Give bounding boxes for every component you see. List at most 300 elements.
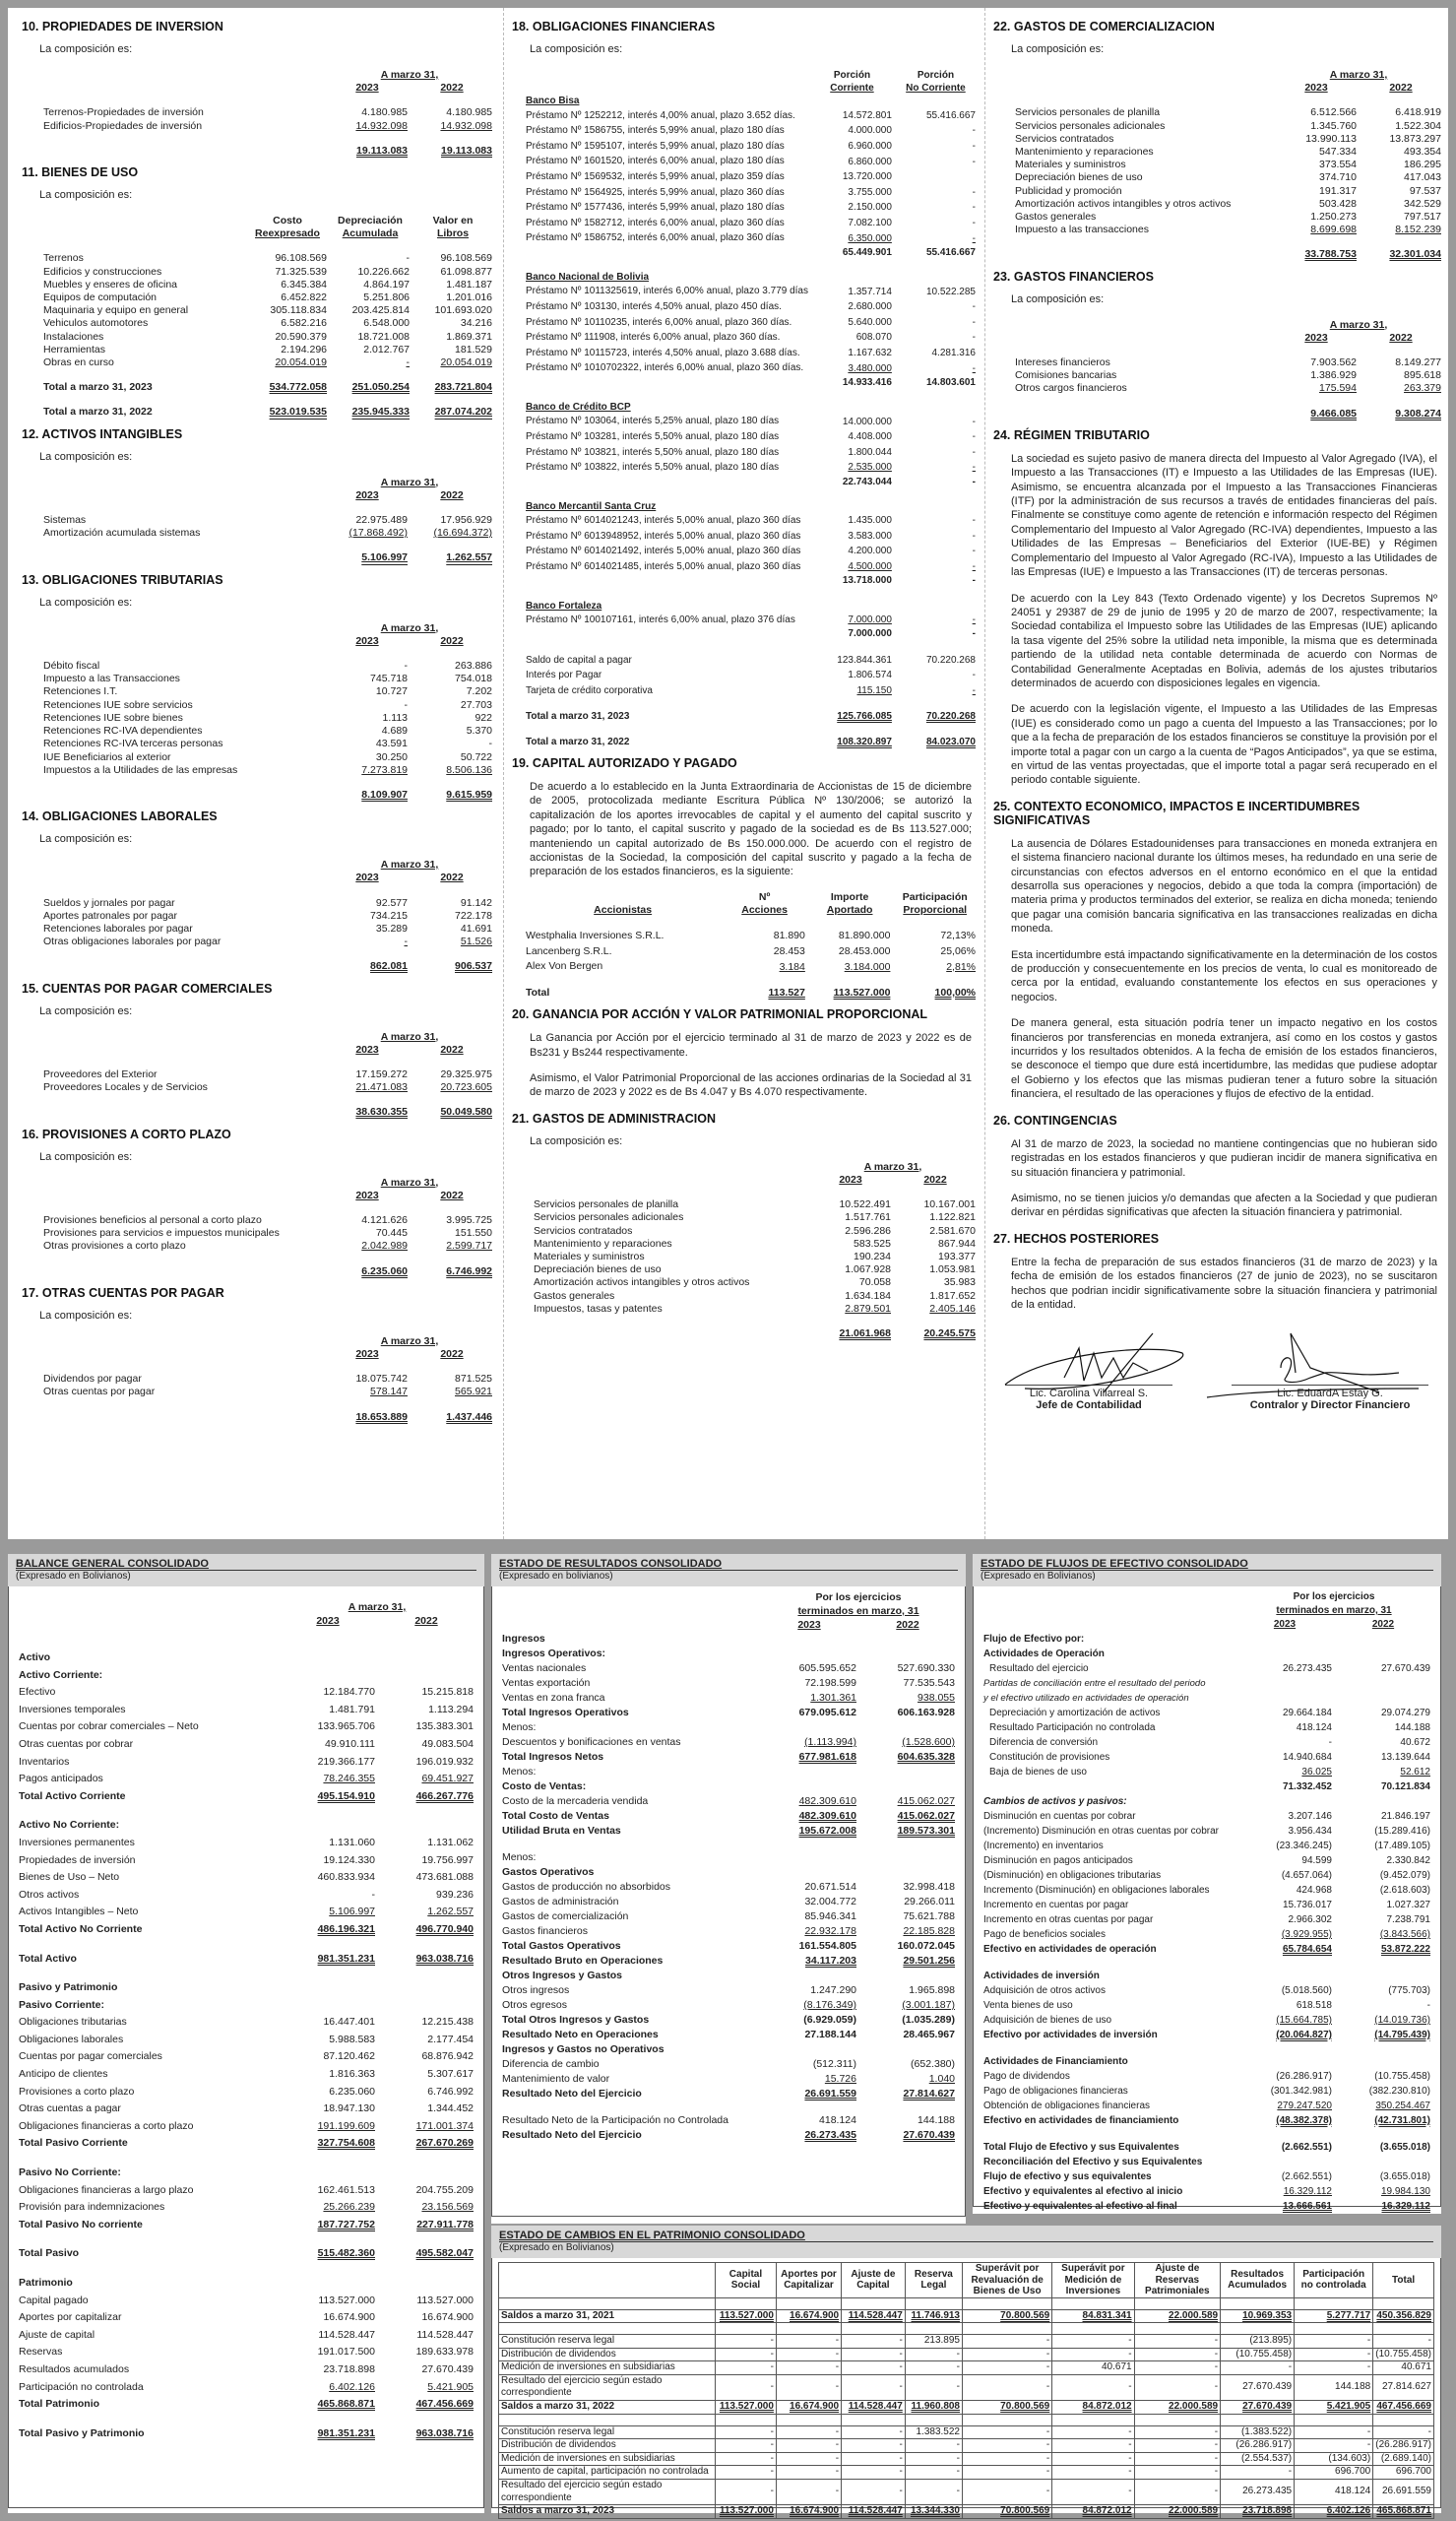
year-2022: 2022 <box>440 1347 464 1360</box>
cell-value: 84.831.341 <box>1052 2309 1134 2323</box>
value-2022: 495.582.047 <box>415 2247 474 2260</box>
statement-row <box>981 2155 1432 2169</box>
row-label: Servicios personales de planilla <box>534 1198 679 1211</box>
table-row <box>41 317 494 330</box>
year-header <box>41 82 494 95</box>
value-cost: 71.325.539 <box>275 265 327 278</box>
statement-row <box>981 1794 1432 1809</box>
statement-row <box>500 1647 957 1661</box>
column-header: Reexpresado <box>255 227 320 240</box>
value-2023: (48.382.378) <box>1276 2115 1332 2126</box>
row-label: Provisiones a corto plazo <box>19 2085 135 2098</box>
table-row <box>41 1081 494 1094</box>
value-2023: (2.662.551) <box>1281 2142 1332 2153</box>
loan-current: 1.800.044 <box>848 446 892 458</box>
loan-noncurrent: 10.522.285 <box>925 286 976 297</box>
row-label: Saldos a marzo 31, 2023 <box>499 2505 716 2519</box>
value-2022: 52.612 <box>1400 1767 1430 1778</box>
row-label: Inversiones permanentes <box>19 1836 135 1848</box>
signatures <box>985 1324 1445 1432</box>
statement-row <box>981 1706 1432 1720</box>
row-label: Total Activo <box>19 1952 77 1965</box>
table-row <box>41 685 494 698</box>
value-2023: 87.120.462 <box>323 2050 375 2063</box>
value-2023: 465.868.871 <box>317 2398 375 2411</box>
cell-value: 40.671 <box>1373 2361 1434 2375</box>
value-2022: (14.019.736) <box>1374 2015 1430 2026</box>
row-label: Obras en curso <box>43 356 114 369</box>
value-2022: 415.062.027 <box>897 1795 955 1807</box>
loan-noncurrent: - <box>972 125 976 137</box>
table-row <box>532 1238 978 1251</box>
statement-row <box>17 2032 475 2049</box>
loan-current: 2.680.000 <box>848 301 892 313</box>
flujos-efectivo-statement <box>973 1554 1441 2214</box>
statement-row <box>981 2113 1432 2128</box>
cell-value: - <box>842 2335 906 2349</box>
value-2023: 1.250.273 <box>1310 211 1357 224</box>
value-dep: 6.548.000 <box>363 317 410 330</box>
value-2022: (3.843.566) <box>1379 1929 1430 1940</box>
statement-row <box>981 1632 1432 1647</box>
statement-row <box>17 1887 475 1905</box>
row-label: Gastos de administración <box>502 1896 619 1907</box>
cell-value: - <box>842 2480 906 2505</box>
intro-text: La composición es: <box>39 596 133 609</box>
loan-current: 2.150.000 <box>848 202 892 214</box>
loan-current: 7.000.000 <box>848 614 892 626</box>
value-2023: 78.246.355 <box>323 1773 375 1785</box>
value-2023: 618.518 <box>1296 2000 1332 2011</box>
value-cost: 305.118.834 <box>270 304 327 317</box>
row-label: Gastos Operativos <box>502 1866 595 1878</box>
loan-current: 3.583.000 <box>848 530 892 542</box>
value-2023: 327.754.608 <box>317 2137 375 2150</box>
value-book: 101.693.020 <box>434 304 492 317</box>
year-2022: 2022 <box>440 82 464 95</box>
table-row <box>41 304 494 317</box>
total-2022: 1.262.557 <box>446 551 492 564</box>
row-label: Ingresos Operativos: <box>502 1648 606 1659</box>
table-row <box>532 1290 978 1303</box>
column-header <box>41 859 494 872</box>
value-2022: 417.043 <box>1404 171 1441 184</box>
statement-header <box>8 1554 484 1586</box>
row-label: Efectivo y equivalentes al efectivo al inicio <box>983 2186 1183 2197</box>
year-2023: 2023 <box>839 1173 862 1186</box>
statement-row <box>500 1824 957 1839</box>
total-2022: 19.113.083 <box>441 144 492 157</box>
table-row <box>1013 120 1443 133</box>
value-2022: - <box>1426 2000 1430 2011</box>
statement-row <box>981 1809 1432 1824</box>
cell-value: 22.000.589 <box>1134 2309 1221 2323</box>
statement-row <box>17 1951 475 1969</box>
value-2022: 144.188 <box>918 2114 955 2126</box>
value-2023: (512.311) <box>812 2058 856 2070</box>
row-label: Terrenos-Propiedades de inversión <box>43 106 204 119</box>
value-2022: 193.377 <box>938 1250 976 1262</box>
table-row <box>41 936 494 948</box>
loan-label: Préstamo Nº 1564925, interés 5,99% anual, plazo 360 días <box>526 186 785 198</box>
row-label: Saldo de capital a pagar <box>526 654 632 666</box>
year-2022: 2022 <box>923 1173 947 1186</box>
intro-text: La composición es: <box>39 833 133 846</box>
cell-value: - <box>716 2348 777 2361</box>
row-label: Partidas de conciliación entre el resultado del periodo <box>983 1678 1206 1689</box>
column-header: Aportes por Capitalizar <box>776 2263 841 2298</box>
statement-row <box>17 2245 475 2263</box>
value-2022: (2.618.603) <box>1379 1885 1430 1896</box>
value-2022: 267.670.269 <box>415 2137 474 2150</box>
subtotal-noncurrent: - <box>972 575 976 587</box>
loan-current: 2.535.000 <box>848 462 892 474</box>
cell-value: - <box>963 2466 1052 2480</box>
statement-subtitle: (Expresado en Bolivianos) <box>499 2242 614 2253</box>
row-label: Comisiones bancarias <box>1015 369 1117 382</box>
shareholder-name: Lancenberg S.R.L. <box>526 944 612 957</box>
value-2023: 424.968 <box>1296 1885 1332 1896</box>
row-label: Saldos a marzo 31, 2021 <box>499 2309 716 2323</box>
statement-row <box>500 1632 957 1647</box>
movement-row <box>499 2439 1434 2453</box>
table-row <box>1013 146 1443 159</box>
shareholders-table: Accionistas Nº Importe Participación Acciones Aportado Proporcional Westphalia Inversiones S.R.L. 81.890 81.890.000 72,13% Lancenberg S.R.L. 28.453 28.453.000 25,06% Alex Von Bergen 3.184 3.184.000 2,81% Total 113.527 113.527.000 100,00% <box>526 890 976 999</box>
note12-table <box>41 477 494 565</box>
table-row <box>41 120 494 133</box>
bank-row <box>524 401 978 414</box>
note10-title: 10. PROPIEDADES DE INVERSION <box>22 20 223 33</box>
value-2023: 679.095.612 <box>798 1707 856 1718</box>
statement-row <box>17 2425 475 2443</box>
cell-value: 465.868.871 <box>1373 2505 1434 2519</box>
cell-value: - <box>776 2361 841 2375</box>
value-2023: (15.664.785) <box>1276 2015 1332 2026</box>
total-cost: 534.772.058 <box>269 381 327 394</box>
row-label: Ventas exportación <box>502 1677 591 1689</box>
note23-title: 23. GASTOS FINANCIEROS <box>993 269 1154 284</box>
cell-value: (2.554.537) <box>1221 2452 1295 2466</box>
intro-text: La composición es: <box>39 43 133 55</box>
notes-column-2 <box>503 8 980 1539</box>
statement-row <box>981 1883 1432 1898</box>
bank-subtotal <box>524 627 978 640</box>
loan-noncurrent: - <box>972 156 976 167</box>
cell-value: - <box>716 2425 777 2439</box>
total-2022: 6.746.992 <box>446 1264 492 1277</box>
column-header <box>41 477 494 489</box>
row-label: Total Activo No Corriente <box>19 1922 143 1935</box>
value-2022: 1.817.652 <box>929 1289 976 1302</box>
value-2023: 1.816.363 <box>329 2068 375 2081</box>
note18-table: Porción Porción Corriente No Corriente Banco Bisa Préstamo Nº 1252212, interés 4,00% anual, plazo 3.652 días. 14.572.801 55.416.667 Préstamo Nº 1586755, interés 5,99% anual, plazo 180 días 4.000.000 - Préstamo Nº 1595107, interés 5,99% anual, plazo 180 días 6.960.000 - Préstamo Nº 1601520, interés 6,00% anual, plazo 180 días 6.860.000 - Préstamo Nº 1569532, interés 5,99% anual, plazo 359 días 13.720.000 Préstamo Nº 1564925, interés 5,99% anual, plazo 360 días 3.755.000 - Préstamo Nº 1577436, interés 5,99% anual, plazo 180 días 2.150.000 - Préstamo Nº 1582712, interés 6,00% anual, plazo 360 días 7.082.100 - Préstamo Nº 1586752, interés 6,00% anual, plazo 360 días 6.350.000 - 65.449.901 55.416.667 Banco Nacional de Bolivia Préstamo Nº 1011325619, interés 6,00% anual, plazo 3.779 días 1.357.714 10.522.285 Préstamo Nº 103130, interés 4,50% anual, plazo 450 días. 2.680.000 - Préstamo Nº 10110235, interés 6,00% anual, plazo 360 días. 5.640.000 - Préstamo Nº 111908, interés 6,00% anual, plazo 360 días. 608.070 - Préstamo Nº 10115723, interés 4,50% anual, plazo 3.688 días. 1.167.632 4.281.316 Préstamo Nº 1010702322, interés 6,00% anual, plazo 360 días. 3.480.000 - 14.933.416 14.803.601 Banco de Crédito BCP Préstamo Nº 103064, interés 5,25% anual, plazo 180 días 14.000.000 - Préstamo Nº 103281, interés 5,50% anual, plazo 180 días 4.408.000 - Préstamo Nº 103821, interés 5,50% anual, plazo 180 días 1.800.044 - Préstamo Nº 103822, interés 5,50% anual, plazo 180 días 2.535.000 - 22.743.044 - Banco Mercantil Santa Cruz Préstamo Nº 6014021243, interés 5,00% anual, plazo 360 días 1.435.000 - Préstamo Nº 6013948952, interés 5,00% anual, plazo 360 días 3.583.000 - Préstamo Nº 6014021492, interés 5,00% anual, plazo 360 días 4.200.000 - Préstamo Nº 6014021485, interés 5,00% anual, plazo 360 días 4.500.000 - 13.718.000 - Banco Fortaleza Préstamo Nº 100107161, interés 6,00% anual, plazo 376 días 7.000.000 - 7.000.000 - Saldo de capital a pagar 123.844.361 70.220.268 Interés por Pagar 1.806.574 - Tarjeta de crédito corporativa 115.150 - Total a marzo 31, 2023 125.766.085 70.220.268 Total a marzo 31, 2022 108.320.897 84.023.070 <box>526 70 976 747</box>
value-dep: 4.864.197 <box>363 278 410 291</box>
value-2023: (20.064.827) <box>1276 2030 1332 2040</box>
value-2022: 196.019.932 <box>415 1755 474 1768</box>
value-2023: (8.176.349) <box>803 1999 856 2011</box>
value-2023: 21.471.083 <box>355 1081 408 1094</box>
value-2023: 2.042.989 <box>361 1240 408 1253</box>
value-2023: 34.117.203 <box>805 1955 856 1967</box>
statement-row <box>17 2217 475 2234</box>
loan-label: Préstamo Nº 111908, interés 6,00% anual, plazo 360 días. <box>526 332 781 344</box>
loan-noncurrent: - <box>972 546 976 557</box>
row-label: Otras cuentas por cobrar <box>19 1737 134 1750</box>
value-2022: 1.522.304 <box>1395 119 1441 132</box>
table-row <box>41 1386 494 1398</box>
statement-title: ESTADO DE FLUJOS DE EFECTIVO CONSOLIDADO <box>981 1558 1433 1571</box>
total-row <box>41 1106 494 1119</box>
note26-paragraph: Asimismo, no se tienen juicios y/o demandas que afecten a la Sociedad y que pudieran derivar en pérdidas significativas que afecten la situación financiera y patrimonial. <box>1011 1192 1437 1219</box>
value-book: 1.869.371 <box>446 330 492 343</box>
row-label: Servicios contratados <box>1015 132 1114 145</box>
value-2023: 30.250 <box>375 750 408 763</box>
value-2022: 189.573.301 <box>897 1825 955 1837</box>
value-2022: 135.383.301 <box>415 1720 474 1733</box>
loan-row <box>524 559 978 575</box>
row-label: Gastos financieros <box>502 1925 588 1937</box>
row-label: Venta bienes de uso <box>983 2000 1073 2011</box>
value-2023: 15.736.017 <box>1282 1900 1332 1910</box>
value-2023: 745.718 <box>370 673 408 685</box>
loan-row <box>524 169 978 185</box>
statement-row <box>981 1898 1432 1912</box>
value-2023: 460.833.934 <box>317 1871 375 1884</box>
column-header <box>1013 319 1443 332</box>
statement-row <box>17 1835 475 1852</box>
row-label: Obligaciones financieras a largo plazo <box>19 2183 194 2196</box>
value-2023: 29.664.184 <box>1282 1708 1332 1718</box>
statement-subtitle: (Expresado en bolivianos) <box>499 1571 613 1582</box>
column-header: Ajuste de Capital <box>842 2263 906 2298</box>
statement-row <box>17 1904 475 1921</box>
table-row <box>1013 356 1443 369</box>
row-label: Ingresos y Gastos no Operativos <box>502 2043 665 2055</box>
statement-row <box>981 2054 1432 2069</box>
loan-current: 4.000.000 <box>848 125 892 137</box>
value-2022: 189.633.978 <box>415 2346 474 2359</box>
row-label: Total Otros Ingresos y Gastos <box>502 2014 650 2026</box>
row-label: Equipos de computación <box>43 291 157 304</box>
row-label: Saldos a marzo 31, 2022 <box>499 2401 716 2415</box>
value-2023: (26.286.917) <box>1276 2071 1332 2082</box>
row-label: Retenciones IUE sobre servicios <box>43 698 193 711</box>
row-label: Incremento (Disminución) en obligaciones laborales <box>983 1885 1210 1896</box>
total-row <box>41 1411 494 1424</box>
bank-subtotal <box>524 476 978 488</box>
row-label: Distribución de dividendos <box>499 2348 716 2361</box>
row-label: Medición de inversiones en subsidiarias <box>499 2361 716 2375</box>
statement-row <box>17 2066 475 2084</box>
note11-title: 11. BIENES DE USO <box>22 165 139 180</box>
loan-current: 7.082.100 <box>848 217 892 228</box>
value-2022: 604.635.328 <box>897 1751 955 1763</box>
row-label: Vehiculos automotores <box>43 317 149 330</box>
note10-table <box>41 69 494 158</box>
value-2022: 8.152.239 <box>1395 224 1441 236</box>
row-label: Menos: <box>502 1851 537 1863</box>
loan-row <box>524 154 978 169</box>
total-row <box>41 406 494 419</box>
value-2023: 8.699.698 <box>1310 224 1357 236</box>
value-2023: 32.004.772 <box>804 1896 856 1907</box>
row-label: Resultado Neto en Operaciones <box>502 2029 659 2040</box>
value-2022: 227.911.778 <box>416 2218 474 2230</box>
row-label: Depreciación bienes de uso <box>534 1263 662 1276</box>
movement-row <box>499 2452 1434 2466</box>
cell-value: - <box>1134 2335 1221 2349</box>
summary-row: Tarjeta de crédito corporativa 115.150 - <box>524 683 978 699</box>
bank-subtotal <box>524 376 978 389</box>
value-book: 61.098.877 <box>440 265 492 278</box>
value-2022: 97.537 <box>1409 184 1441 197</box>
cell-value: - <box>842 2439 906 2453</box>
value-2023: 1.481.791 <box>329 1703 375 1715</box>
value-2023: 195.672.008 <box>798 1825 856 1837</box>
value-2023: 1.634.184 <box>845 1289 891 1302</box>
value-2022: 2.177.454 <box>427 2033 474 2045</box>
statement-header <box>491 1554 966 1586</box>
note24-title: 24. RÉGIMEN TRIBUTARIO <box>993 427 1150 442</box>
value-2022: (3.655.018) <box>1379 2171 1430 2182</box>
cell-value: - <box>963 2439 1052 2453</box>
value-2022: (9.452.079) <box>1379 1870 1430 1881</box>
cell-value: - <box>842 2466 906 2480</box>
value-2023: 1.131.060 <box>329 1836 375 1848</box>
value-2023: 22.932.178 <box>804 1925 856 1937</box>
total-2022: 906.537 <box>455 960 492 973</box>
value-2022: 1.131.062 <box>427 1836 474 1848</box>
total-2022: 9.615.959 <box>446 788 492 801</box>
year-2022: 2022 <box>1371 1619 1395 1630</box>
intro-text: La composición es: <box>1011 292 1105 305</box>
row-label: Costo de la mercaderia vendida <box>502 1795 649 1807</box>
value-2022: 1.344.452 <box>427 2102 474 2115</box>
loan-noncurrent: - <box>972 316 976 328</box>
row-label: Amortización acumulada sistemas <box>43 527 201 540</box>
value-2023: - <box>1328 1737 1332 1748</box>
cell-value: - <box>716 2335 777 2349</box>
note17-title: 17. OTRAS CUENTAS POR PAGAR <box>22 1285 224 1300</box>
cell-value: - <box>1134 2348 1221 2361</box>
statement-header <box>973 1554 1441 1586</box>
row-label: Activos Intangibles – Neto <box>19 1906 139 1918</box>
value-2022: 3.995.725 <box>446 1213 492 1226</box>
row-label: Distribución de dividendos <box>499 2439 716 2453</box>
period-label: A marzo 31, <box>380 69 439 81</box>
year-2023: 2023 <box>1273 1619 1297 1630</box>
statement-row <box>17 2327 475 2345</box>
year-2023: 2023 <box>355 1043 379 1056</box>
statement-row <box>500 2087 957 2101</box>
value-cost: 96.108.569 <box>275 252 327 265</box>
cell-value: - <box>716 2466 777 2480</box>
value-2023: 187.727.752 <box>317 2218 375 2230</box>
value-2022: 415.062.027 <box>897 1810 955 1822</box>
row-label: Publicidad y promoción <box>1015 184 1122 197</box>
cell-value: (26.286.917) <box>1373 2439 1434 2453</box>
row-label: Resultado Neto de la Participación no Controlada <box>502 2114 728 2126</box>
value-2023: 279.247.520 <box>1277 2101 1332 2111</box>
table-row <box>41 514 494 527</box>
cell-value: - <box>716 2374 777 2400</box>
row-label: (Disminución) en obligaciones tributarias <box>983 1870 1162 1881</box>
cell-value: (26.286.917) <box>1221 2439 1295 2453</box>
note20-paragraph: Asimismo, el Valor Patrimonial Proporcional de las acciones ordinarias de la Sociedad al 31 de marzo de 2023 y 2022 es de Bs 4.047 y Bs 4.070 respectivamente. <box>530 1071 972 1099</box>
total-row <box>1013 408 1443 420</box>
value-2023: 418.124 <box>819 2114 856 2126</box>
cell-value: 1.383.522 <box>905 2425 962 2439</box>
row-label: Impuesto a las transacciones <box>1015 224 1149 236</box>
row-label: Tarjeta de crédito corporativa <box>526 684 653 696</box>
value-2023: 374.710 <box>1319 171 1357 184</box>
cell-value: - <box>1373 2335 1434 2349</box>
loan-row <box>524 414 978 429</box>
statement-row <box>981 2099 1432 2113</box>
loan-noncurrent: 55.416.667 <box>925 109 976 121</box>
cell-value: - <box>1052 2348 1134 2361</box>
value-2023: 6.512.566 <box>1310 106 1357 119</box>
value-2022: 2.330.842 <box>1386 1855 1430 1866</box>
cell-value: - <box>716 2439 777 2453</box>
value-2022: 28.465.967 <box>903 2029 955 2040</box>
column-header: Valor en <box>432 215 474 227</box>
value-2022: 151.550 <box>455 1227 492 1240</box>
total-2022: 50.049.580 <box>440 1106 492 1119</box>
value-2022: 263.379 <box>1404 382 1441 395</box>
statement-row <box>981 2169 1432 2184</box>
value-2023: 2.596.286 <box>845 1224 891 1237</box>
table-row <box>41 279 494 291</box>
cell-value: - <box>776 2348 841 2361</box>
loan-current: 4.200.000 <box>848 546 892 557</box>
cell-value: 84.872.012 <box>1052 2505 1134 2519</box>
value-2022: 467.456.669 <box>415 2398 474 2411</box>
row-label: Total Costo de Ventas <box>502 1810 609 1822</box>
table-row <box>1013 224 1443 236</box>
value-2023: 162.461.513 <box>317 2183 375 2196</box>
row-label: Total Ingresos Operativos <box>502 1707 629 1718</box>
intro-text: La composición es: <box>39 1309 133 1322</box>
statement-row <box>981 2084 1432 2099</box>
statement-row <box>500 1706 957 1720</box>
loan-row <box>524 315 978 331</box>
period-label: A marzo 31, <box>863 1160 922 1173</box>
column-header <box>41 1177 494 1190</box>
row-label: Inventarios <box>19 1755 70 1768</box>
movement-row <box>499 2466 1434 2480</box>
value-2022: (3.001.187) <box>902 1999 955 2011</box>
value-2022: 867.944 <box>938 1237 976 1250</box>
row-label: Adquisición de bienes de uso <box>983 2015 1112 2026</box>
row-label: Retenciones IUE sobre bienes <box>43 711 183 724</box>
statement-row <box>17 2275 475 2293</box>
value-2023: 482.309.610 <box>798 1810 856 1822</box>
statement-row <box>981 2140 1432 2155</box>
period-label: A marzo 31, <box>380 476 439 488</box>
value-2023: 981.351.231 <box>317 2426 375 2439</box>
value-dep: 2.012.767 <box>363 343 410 356</box>
statement-row <box>17 2293 475 2310</box>
note21-title: 21. GASTOS DE ADMINISTRACION <box>512 1111 716 1126</box>
loan-label: Préstamo Nº 103281, interés 5,50% anual, plazo 180 días <box>526 430 780 442</box>
loan-noncurrent: - <box>972 232 976 244</box>
notes-page <box>8 8 1448 1539</box>
cell-value: - <box>963 2480 1052 2505</box>
table-row <box>41 1227 494 1240</box>
row-label: Total Ingresos Netos <box>502 1751 604 1763</box>
value-cost: 6.582.216 <box>281 317 327 330</box>
